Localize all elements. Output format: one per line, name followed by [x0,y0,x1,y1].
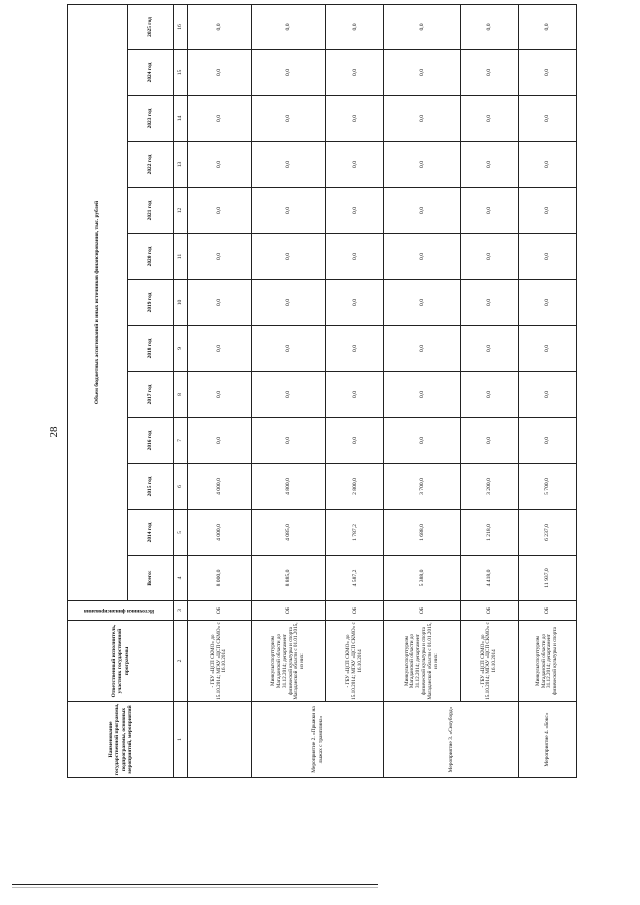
row-executor: - ГБУ «ЦСП СКМО» до 15.10.2014; МГАУ «ЦСП СКМО» с 16.10.2014 [188,621,252,702]
row-source: ОБ [326,601,384,621]
row-year-value: 6 237,0 [518,510,576,556]
table-row [384,4,461,777]
row-total: 4 418,0 [460,556,518,601]
row-name: Мероприятие 4. «Бокс» [518,702,576,778]
row-year-value: 0,0 [251,4,325,49]
row-executor: Минкультспорттуризм Магаданской области до 31.12.2014; департамент физической культуры и спорта [518,621,576,702]
row-total: 5 388,0 [384,556,461,601]
column-number: 2 [174,621,188,702]
footer-rule-thin [12,887,378,888]
row-year-value: 0,0 [518,50,576,96]
footer-rule [12,884,378,885]
row-year-value: 0,0 [384,142,461,188]
row-name: Мероприятие 2. «Прыжки на лыжах с трамплина» [251,702,383,778]
row-year-value: 3 200,0 [460,464,518,510]
row-year-value: 0,0 [460,96,518,142]
row-year-value: 0,0 [384,4,461,49]
header-name: Наименование государственной программы, подпрограммы, основных мероприятий, мероприятий [68,702,174,778]
table-row [460,4,518,777]
column-number: 14 [174,96,188,142]
row-year-value: 0,0 [518,142,576,188]
row-year-value: 0,0 [251,50,325,96]
header-total: Всего: [128,556,174,601]
column-number: 11 [174,234,188,280]
row-total: 4 587,2 [326,556,384,601]
header-year: 2021 год [128,188,174,234]
row-year-value: 3 700,0 [384,464,461,510]
column-number: 6 [174,464,188,510]
row-year-value: 0,0 [384,96,461,142]
header-year: 2015 год [128,464,174,510]
row-year-value: 4 085,0 [251,510,325,556]
row-executor: - ГБУ «ЦСП СКМО» до 15.10.2014; МГАУ «ЦСП СКМО» с 16.10.2014 [460,621,518,702]
column-number: 12 [174,188,188,234]
header-year: 2022 год [128,142,174,188]
row-executor: Минкультспорттуризм Магаданской области до 31.12.2014; департамент физической культуры и спорта Магаданской области с 01.01.2015, из них: [384,621,461,702]
row-year-value: 0,0 [251,326,325,372]
row-year-value: 0,0 [384,188,461,234]
row-year-value: 1 218,0 [460,510,518,556]
row-year-value: 0,0 [326,372,384,418]
column-number: 10 [174,280,188,326]
row-name: Мероприятие 3. «Сноуборд» [384,702,519,778]
row-year-value: 4 000,0 [188,464,252,510]
column-number: 9 [174,326,188,372]
row-year-value: 0,0 [251,372,325,418]
row-total: 8 000,0 [188,556,252,601]
row-year-value: 0,0 [384,372,461,418]
header-year: 2020 год [128,234,174,280]
row-year-value: 0,0 [460,188,518,234]
row-year-value: 0,0 [188,280,252,326]
column-number: 13 [174,142,188,188]
row-year-value: 0,0 [188,234,252,280]
row-year-value: 0,0 [384,50,461,96]
row-year-value: 0,0 [518,188,576,234]
row-year-value: 0,0 [326,4,384,49]
row-year-value: 1 688,0 [384,510,461,556]
header-year: 2017 год [128,372,174,418]
row-year-value: 0,0 [518,372,576,418]
row-year-value: 0,0 [188,4,252,49]
row-year-value: 0,0 [326,280,384,326]
row-year-value: 0,0 [460,4,518,49]
header-source-text: Источники финансирования [84,607,155,614]
row-year-value: 5 700,0 [518,464,576,510]
column-number: 4 [174,556,188,601]
row-source: ОБ [251,601,325,621]
row-year-value: 0,0 [518,96,576,142]
page-number: 28 [48,426,60,438]
table-row [326,4,384,777]
row-year-value: 0,0 [326,418,384,464]
column-number: 15 [174,50,188,96]
row-year-value: 0,0 [251,188,325,234]
row-source: ОБ [518,601,576,621]
row-year-value: 0,0 [326,142,384,188]
row-year-value: 0,0 [460,50,518,96]
row-year-value: 0,0 [326,50,384,96]
row-year-value: 0,0 [251,280,325,326]
row-year-value: 0,0 [326,326,384,372]
row-year-value: 0,0 [518,418,576,464]
row-name [188,702,252,778]
header-year: 2023 год [128,96,174,142]
header-year: 2014 год [128,510,174,556]
row-year-value: 0,0 [326,188,384,234]
row-year-value: 0,0 [518,4,576,49]
row-year-value: 0,0 [460,142,518,188]
table-body [188,4,577,777]
row-year-value: 0,0 [460,280,518,326]
column-number: 7 [174,418,188,464]
row-year-value: 0,0 [460,372,518,418]
row-year-value: 0,0 [460,418,518,464]
row-year-value: 0,0 [384,326,461,372]
financing-table-container [67,4,577,778]
row-year-value: 4 800,0 [251,464,325,510]
header-year: 2025 год [128,4,174,49]
row-year-value: 0,0 [518,234,576,280]
row-total: 11 937,0 [518,556,576,601]
header-volume: Объем бюджетных ассигнований и иных источников финансирования, тыс. рублей [68,4,128,600]
row-year-value: 0,0 [518,280,576,326]
row-year-value: 0,0 [251,418,325,464]
row-year-value: 0,0 [384,280,461,326]
column-number: 1 [174,702,188,778]
header-year: 2019 год [128,280,174,326]
column-number: 3 [174,601,188,621]
header-year: 2018 год [128,326,174,372]
column-number-row [174,4,188,777]
row-year-value: 0,0 [251,142,325,188]
row-year-value: 0,0 [384,234,461,280]
row-year-value: 2 800,0 [326,464,384,510]
header-year: 2024 год [128,50,174,96]
row-year-value: 0,0 [460,234,518,280]
row-year-value: 0,0 [188,142,252,188]
row-source: ОБ [188,601,252,621]
row-year-value: 0,0 [188,326,252,372]
row-year-value: 0,0 [518,326,576,372]
row-year-value: 0,0 [326,234,384,280]
row-source: ОБ [384,601,461,621]
row-year-value: 0,0 [251,96,325,142]
table-row [251,4,325,777]
header-year: 2016 год [128,418,174,464]
header-executor: Ответственный исполнитель, участник государственной программы [68,621,174,702]
row-year-value: 0,0 [188,372,252,418]
row-executor: - ГБУ «ЦСП СКМО» до 15.10.2014; МГАУ «ЦСП СКМО» с 16.10.2014 [326,621,384,702]
row-executor: Минкультспорттуризм Магаданской области до 31.12.2014; департамент физической культуры и спорта Магаданской области с 01.01.2015, из них: [251,621,325,702]
row-year-value: 4 000,0 [188,510,252,556]
column-number: 8 [174,372,188,418]
table-row [518,4,576,777]
row-year-value: 0,0 [188,188,252,234]
financing-table [67,4,577,778]
header-source [68,601,174,621]
row-total: 8 885,0 [251,556,325,601]
row-year-value: 0,0 [384,418,461,464]
row-year-value: 0,0 [460,326,518,372]
row-year-value: 0,0 [188,418,252,464]
row-year-value: 0,0 [251,234,325,280]
row-year-value: 0,0 [188,50,252,96]
row-year-value: 0,0 [188,96,252,142]
column-number: 5 [174,510,188,556]
row-year-value: 1 787,2 [326,510,384,556]
row-year-value: 0,0 [326,96,384,142]
row-source: ОБ [460,601,518,621]
table-row [188,4,252,777]
column-number: 16 [174,4,188,49]
